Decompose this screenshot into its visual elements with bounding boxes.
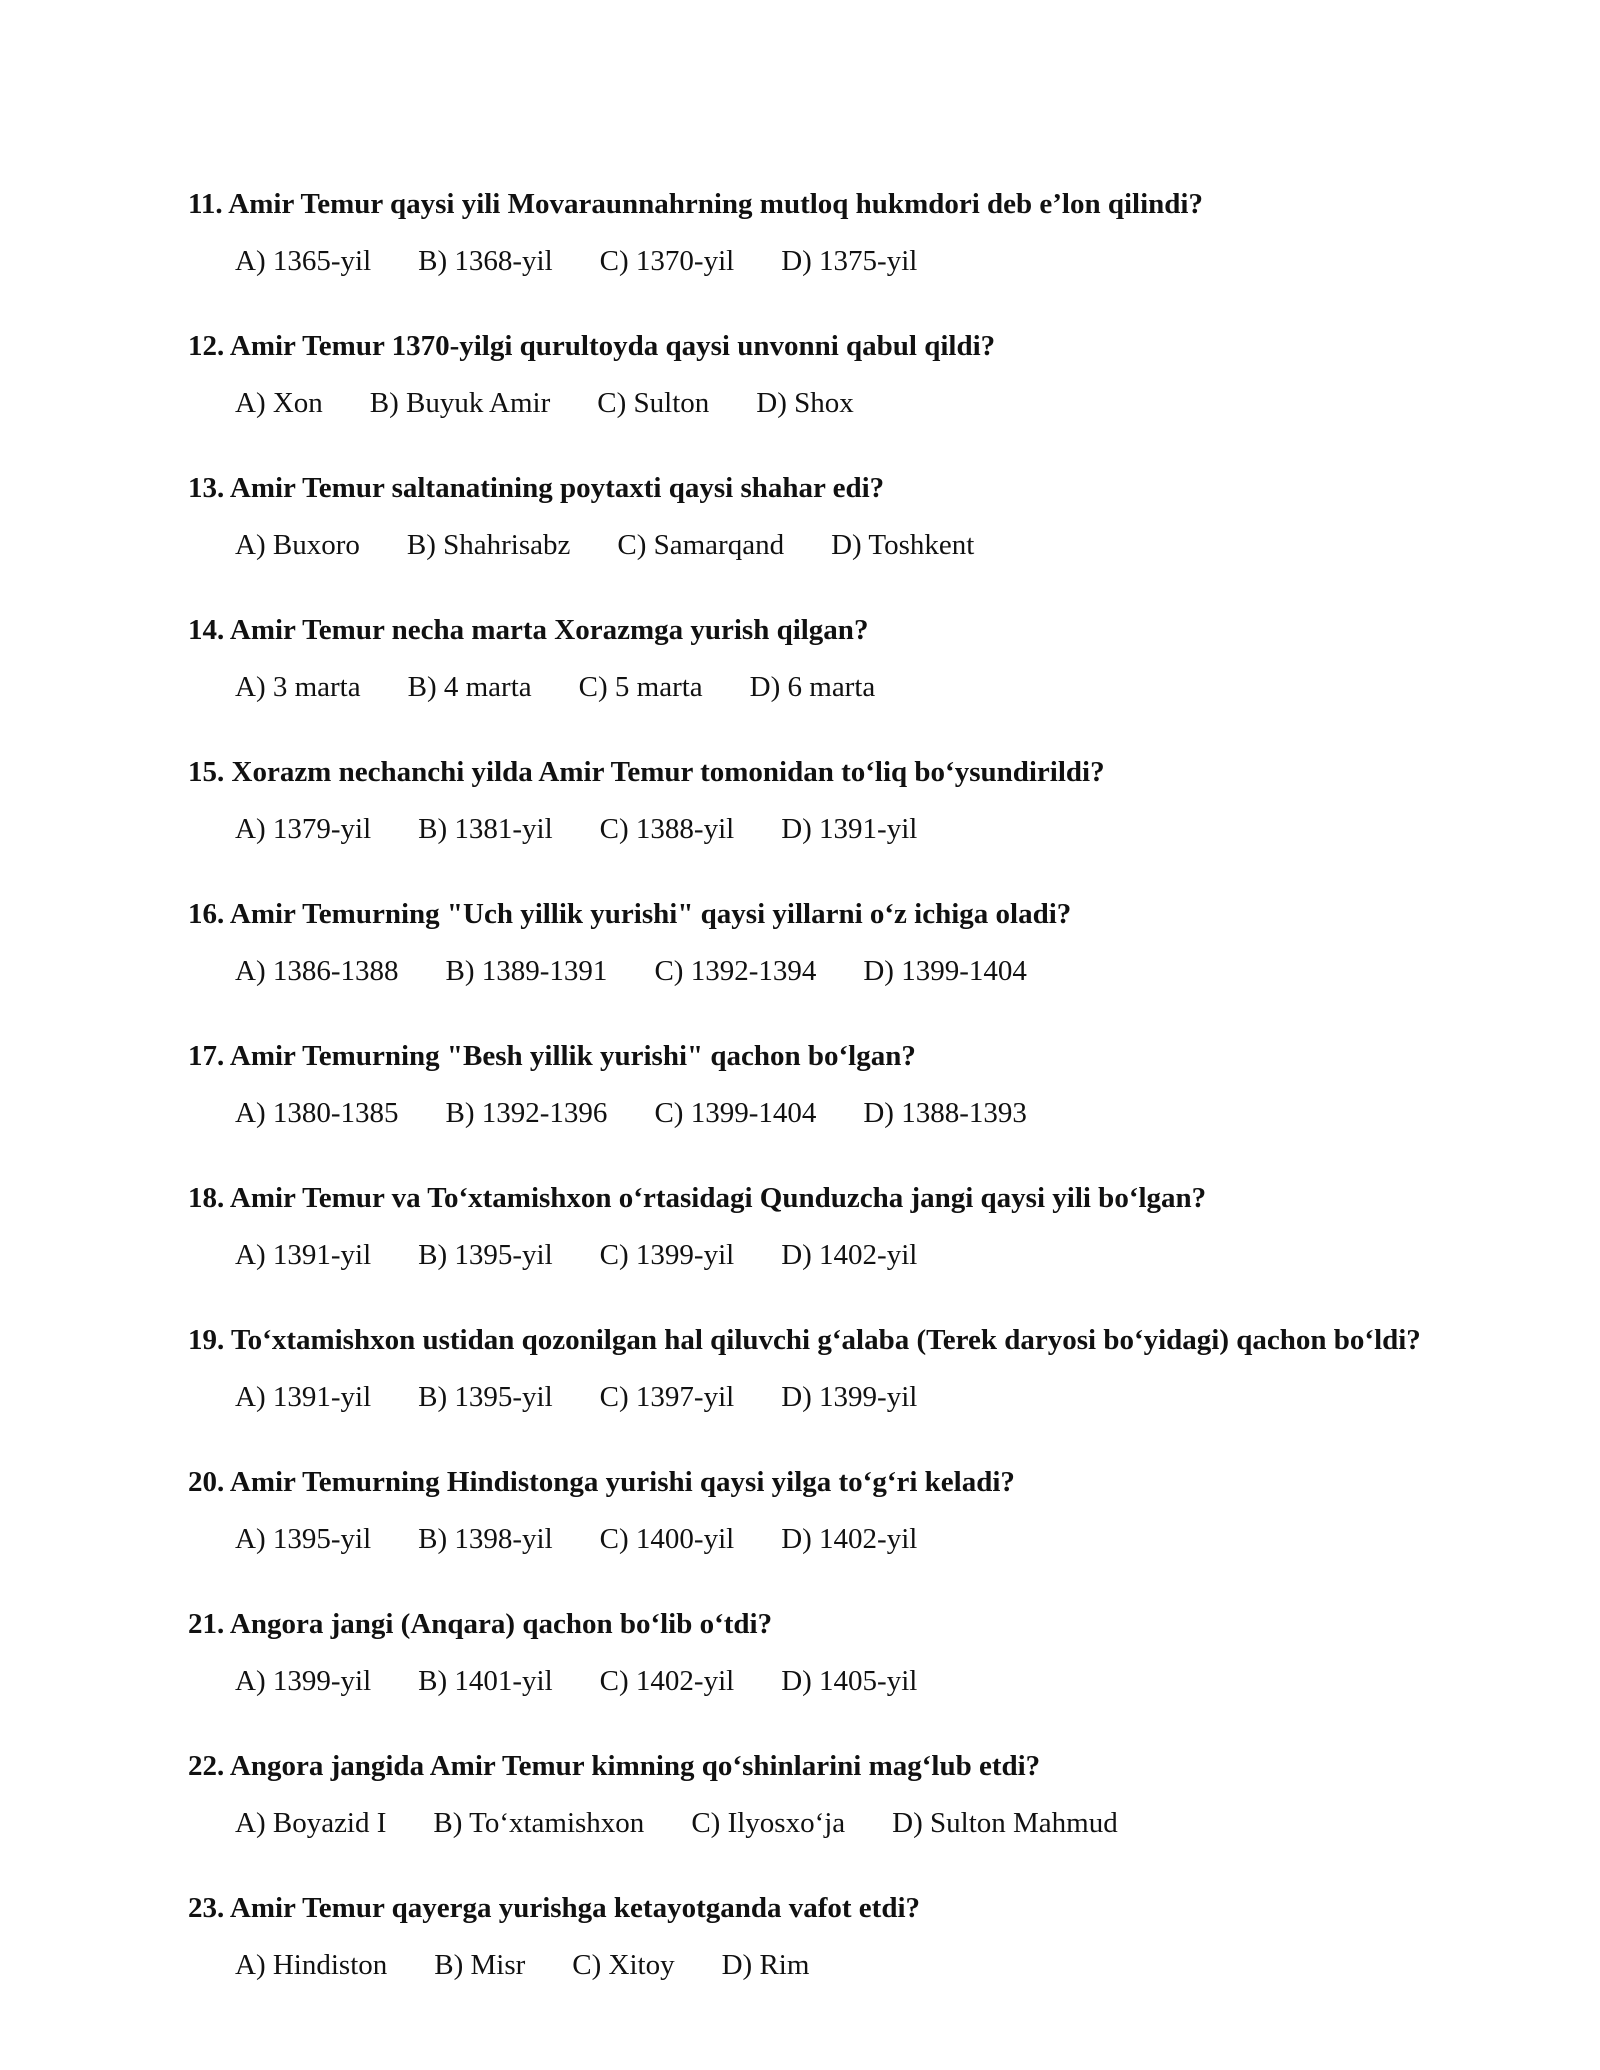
option-c: C) 1397-yil: [599, 1381, 735, 1413]
question-text: 14. Amir Temur necha marta Xorazmga yurish qilgan?: [188, 614, 869, 646]
option-b: B) 1368-yil: [418, 245, 553, 277]
option-b: B) To‘xtamishxon: [433, 1807, 645, 1839]
option-c: C) 1402-yil: [599, 1665, 735, 1697]
question-text: 18. Amir Temur va To‘xtamishxon o‘rtasidagi Qunduzcha jangi qaysi yili bo‘lgan?: [188, 1182, 1207, 1214]
question-text: 21. Angora jangi (Anqara) qachon bo‘lib o‘tdi?: [188, 1608, 773, 1640]
option-b: B) 4 marta: [407, 671, 532, 703]
option-a: A) Buxoro: [235, 529, 360, 561]
option-d: D) 1375-yil: [781, 245, 918, 277]
option-d: D) 1402-yil: [781, 1239, 918, 1271]
option-d: D) 6 marta: [749, 671, 876, 703]
option-a: A) Hindiston: [235, 1949, 388, 1981]
option-d: D) 1405-yil: [781, 1665, 918, 1697]
option-b: B) Buyuk Amir: [369, 387, 551, 419]
question-text: 16. Amir Temurning "Uch yillik yurishi" qaysi yillarni o‘z ichiga oladi?: [188, 898, 1072, 930]
question-block: [188, 1177, 1428, 1276]
question-block: [188, 1745, 1428, 1844]
option-c: C) 1400-yil: [599, 1523, 735, 1555]
option-d: D) Sulton Mahmud: [892, 1807, 1118, 1839]
option-a: A) 1386-1388: [235, 955, 399, 987]
question-block: [188, 893, 1428, 992]
option-b: B) Misr: [434, 1949, 526, 1981]
answer-options: [188, 1660, 1428, 1702]
answer-options: [188, 1518, 1428, 1560]
option-c: C) 1392-1394: [654, 955, 817, 987]
question-block: [188, 183, 1428, 282]
question-block: [188, 467, 1428, 566]
option-c: C) Ilyosxo‘ja: [691, 1807, 846, 1839]
option-c: C) 1399-1404: [654, 1097, 817, 1129]
question-block: [188, 325, 1428, 424]
question-text: 13. Amir Temur saltanatining poytaxti qaysi shahar edi?: [188, 472, 885, 504]
answer-options: [188, 666, 1428, 708]
option-b: B) 1395-yil: [418, 1239, 553, 1271]
question-block: [188, 1035, 1428, 1134]
option-b: B) 1392-1396: [445, 1097, 608, 1129]
option-d: D) 1391-yil: [781, 813, 918, 845]
question-text: 23. Amir Temur qayerga yurishga ketayotganda vafot etdi?: [188, 1892, 921, 1924]
question-text: 22. Angora jangida Amir Temur kimning qo‘shinlarini mag‘lub etdi?: [188, 1750, 1041, 1782]
question-text: 12. Amir Temur 1370-yilgi qurultoyda qaysi unvonni qabul qildi?: [188, 330, 996, 362]
option-d: D) 1399-yil: [781, 1381, 918, 1413]
option-a: A) 1399-yil: [235, 1665, 372, 1697]
option-a: A) Xon: [235, 387, 323, 419]
question-block: [188, 1603, 1428, 1702]
question-text: 11. Amir Temur qaysi yili Movaraunnahrning mutloq hukmdori deb e’lon qilindi?: [188, 188, 1203, 220]
option-a: A) 1391-yil: [235, 1239, 372, 1271]
answer-options: [188, 240, 1428, 282]
option-d: D) Toshkent: [831, 529, 975, 561]
option-d: D) 1399-1404: [863, 955, 1027, 987]
option-b: B) 1401-yil: [418, 1665, 553, 1697]
answer-options: [188, 808, 1428, 850]
option-c: C) 1370-yil: [599, 245, 735, 277]
answer-options: [188, 524, 1428, 566]
question-block: [188, 1461, 1428, 1560]
option-b: B) 1398-yil: [418, 1523, 553, 1555]
option-b: B) 1381-yil: [418, 813, 553, 845]
question-block: [188, 751, 1428, 850]
answer-options: [188, 1802, 1428, 1844]
option-a: A) 3 marta: [235, 671, 361, 703]
answer-options: [188, 950, 1428, 992]
answer-options: [188, 1376, 1428, 1418]
option-d: D) Shox: [756, 387, 854, 419]
option-c: C) Samarqand: [617, 529, 785, 561]
option-d: D) Rim: [721, 1949, 810, 1981]
question-block: [188, 1319, 1428, 1418]
question-text: 19. To‘xtamishxon ustidan qozonilgan hal qiluvchi g‘alaba (Terek daryosi bo‘yidagi) qachon bo‘ldi?: [188, 1324, 1421, 1356]
question-text: 20. Amir Temurning Hindistonga yurishi qaysi yilga to‘g‘ri keladi?: [188, 1466, 1015, 1498]
option-d: D) 1402-yil: [781, 1523, 918, 1555]
option-b: B) Shahrisabz: [406, 529, 571, 561]
option-b: B) 1389-1391: [445, 955, 608, 987]
option-a: A) 1365-yil: [235, 245, 372, 277]
question-text: 15. Xorazm nechanchi yilda Amir Temur tomonidan to‘liq bo‘ysundirildi?: [188, 756, 1105, 788]
option-c: C) 1399-yil: [599, 1239, 735, 1271]
option-c: C) Xitoy: [572, 1949, 675, 1981]
option-a: A) 1395-yil: [235, 1523, 372, 1555]
answer-options: [188, 1944, 1428, 1986]
quiz-page: [188, 183, 1428, 2029]
option-a: A) Boyazid I: [235, 1807, 387, 1839]
question-text: 17. Amir Temurning "Besh yillik yurishi" qachon bo‘lgan?: [188, 1040, 916, 1072]
option-a: A) 1391-yil: [235, 1381, 372, 1413]
option-c: C) Sulton: [597, 387, 710, 419]
option-c: C) 1388-yil: [599, 813, 735, 845]
option-c: C) 5 marta: [578, 671, 703, 703]
answer-options: [188, 1092, 1428, 1134]
question-block: [188, 609, 1428, 708]
option-a: A) 1380-1385: [235, 1097, 399, 1129]
option-b: B) 1395-yil: [418, 1381, 553, 1413]
question-block: [188, 1887, 1428, 1986]
option-d: D) 1388-1393: [863, 1097, 1027, 1129]
option-a: A) 1379-yil: [235, 813, 372, 845]
answer-options: [188, 1234, 1428, 1276]
answer-options: [188, 382, 1428, 424]
